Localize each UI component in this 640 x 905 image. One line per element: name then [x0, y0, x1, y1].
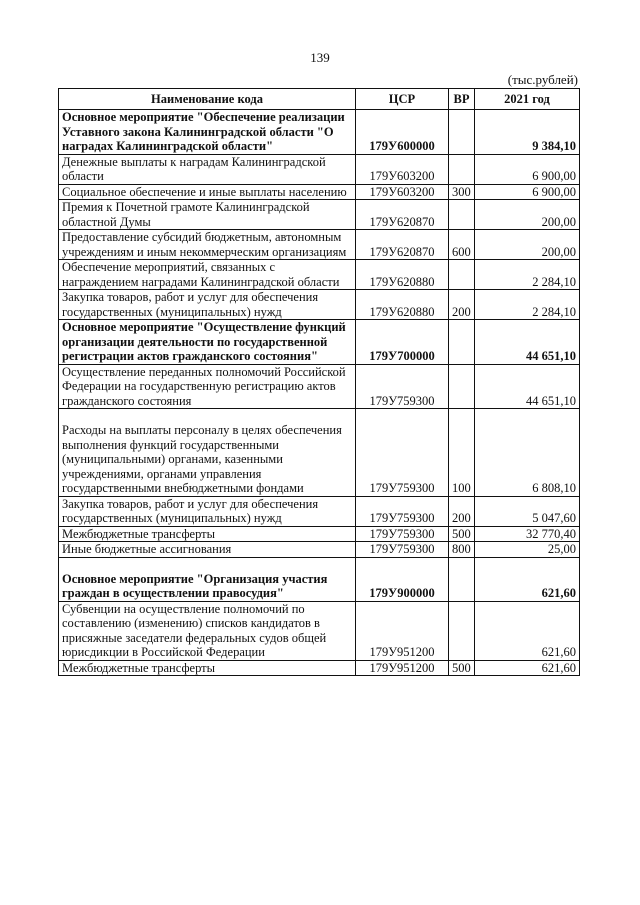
row-sum-cell: 621,60 — [475, 601, 580, 660]
table-row — [59, 110, 580, 155]
row-csr-cell: 179У900000 — [356, 557, 449, 601]
table-row — [59, 290, 580, 320]
table-row — [59, 409, 580, 497]
row-csr-cell: 179У759300 — [356, 526, 449, 542]
row-csr-cell: 179У603200 — [356, 184, 449, 200]
row-name-cell: Расходы на выплаты персоналу в целях обеспечения выполнения функций государственными (муниципальными) органами, казенными учреждениями, органами управления государственными внебюджетными фондами — [59, 409, 356, 497]
header-vr: ВР — [449, 89, 475, 110]
row-csr-cell: 179У620870 — [356, 230, 449, 260]
row-csr-cell: 179У951200 — [356, 601, 449, 660]
table-row — [59, 260, 580, 290]
row-name-cell: Осуществление переданных полномочий Российской Федерации на государственную регистрацию актов гражданского состояния — [59, 364, 356, 409]
row-vr-cell — [449, 260, 475, 290]
row-vr-cell — [449, 110, 475, 155]
header-csr: ЦСР — [356, 89, 449, 110]
row-vr-cell: 200 — [449, 496, 475, 526]
row-csr-cell: 179У603200 — [356, 154, 449, 184]
row-name-cell: Премия к Почетной грамоте Калининградской областной Думы — [59, 200, 356, 230]
row-sum-cell: 6 900,00 — [475, 154, 580, 184]
row-vr-cell: 200 — [449, 290, 475, 320]
row-vr-cell: 800 — [449, 542, 475, 558]
budget-table — [58, 88, 580, 676]
row-csr-cell: 179У600000 — [356, 110, 449, 155]
row-csr-cell: 179У951200 — [356, 660, 449, 676]
row-sum-cell: 25,00 — [475, 542, 580, 558]
row-name-cell: Социальное обеспечение и иные выплаты населению — [59, 184, 356, 200]
row-csr-cell: 179У759300 — [356, 409, 449, 497]
row-name-cell: Межбюджетные трансферты — [59, 526, 356, 542]
table-row — [59, 660, 580, 676]
row-sum-cell: 6 900,00 — [475, 184, 580, 200]
row-csr-cell: 179У700000 — [356, 320, 449, 365]
row-name-cell: Иные бюджетные ассигнования — [59, 542, 356, 558]
row-name-cell: Межбюджетные трансферты — [59, 660, 356, 676]
row-sum-cell: 621,60 — [475, 660, 580, 676]
row-sum-cell: 200,00 — [475, 200, 580, 230]
row-name-cell: Предоставление субсидий бюджетным, автономным учреждениям и иным некоммерческим организациям — [59, 230, 356, 260]
row-vr-cell: 100 — [449, 409, 475, 497]
row-name-cell: Основное мероприятие "Осуществление функций организации деятельности по государственной регистрации актов гражданского состояния" — [59, 320, 356, 365]
row-vr-cell — [449, 154, 475, 184]
row-vr-cell — [449, 364, 475, 409]
row-name-cell: Денежные выплаты к наградам Калининградской области — [59, 154, 356, 184]
row-csr-cell: 179У759300 — [356, 496, 449, 526]
row-sum-cell: 5 047,60 — [475, 496, 580, 526]
row-sum-cell: 9 384,10 — [475, 110, 580, 155]
row-sum-cell: 44 651,10 — [475, 320, 580, 365]
table-header-row — [59, 89, 580, 110]
row-sum-cell: 32 770,40 — [475, 526, 580, 542]
row-sum-cell: 44 651,10 — [475, 364, 580, 409]
row-vr-cell: 500 — [449, 526, 475, 542]
table-row — [59, 154, 580, 184]
header-name: Наименование кода — [59, 89, 356, 110]
table-row — [59, 526, 580, 542]
row-sum-cell: 6 808,10 — [475, 409, 580, 497]
row-sum-cell: 2 284,10 — [475, 260, 580, 290]
table-row — [59, 230, 580, 260]
table-row — [59, 320, 580, 365]
row-sum-cell: 200,00 — [475, 230, 580, 260]
row-sum-cell: 2 284,10 — [475, 290, 580, 320]
row-name-cell: Обеспечение мероприятий, связанных с награждением наградами Калининградской области — [59, 260, 356, 290]
table-row — [59, 557, 580, 601]
row-vr-cell: 600 — [449, 230, 475, 260]
row-sum-cell: 621,60 — [475, 557, 580, 601]
row-vr-cell: 500 — [449, 660, 475, 676]
table-row — [59, 184, 580, 200]
row-vr-cell — [449, 320, 475, 365]
table-body — [59, 110, 580, 676]
row-csr-cell: 179У620870 — [356, 200, 449, 230]
row-vr-cell — [449, 601, 475, 660]
row-name-cell: Закупка товаров, работ и услуг для обеспечения государственных (муниципальных) нужд — [59, 290, 356, 320]
row-name-cell: Закупка товаров, работ и услуг для обеспечения государственных (муниципальных) нужд — [59, 496, 356, 526]
row-vr-cell — [449, 200, 475, 230]
row-vr-cell: 300 — [449, 184, 475, 200]
units-label: (тыс.рублей) — [507, 72, 578, 87]
header-sum: 2021 год — [475, 89, 580, 110]
row-csr-cell: 179У620880 — [356, 260, 449, 290]
row-name-cell: Субвенции на осуществление полномочий по составлению (изменению) списков кандидатов в присяжные заседатели федеральных судов общей юрисдикции в Российской Федерации — [59, 601, 356, 660]
table-row — [59, 601, 580, 660]
row-csr-cell: 179У620880 — [356, 290, 449, 320]
table-row — [59, 364, 580, 409]
page-number: 139 — [310, 50, 330, 65]
row-csr-cell: 179У759300 — [356, 364, 449, 409]
table-row — [59, 542, 580, 558]
table-row — [59, 200, 580, 230]
row-csr-cell: 179У759300 — [356, 542, 449, 558]
row-vr-cell — [449, 557, 475, 601]
row-name-cell: Основное мероприятие "Обеспечение реализации Уставного закона Калининградской области "О наградах Калининградской области" — [59, 110, 356, 155]
table-row — [59, 496, 580, 526]
row-name-cell: Основное мероприятие "Организация участия граждан в осуществлении правосудия" — [59, 557, 356, 601]
